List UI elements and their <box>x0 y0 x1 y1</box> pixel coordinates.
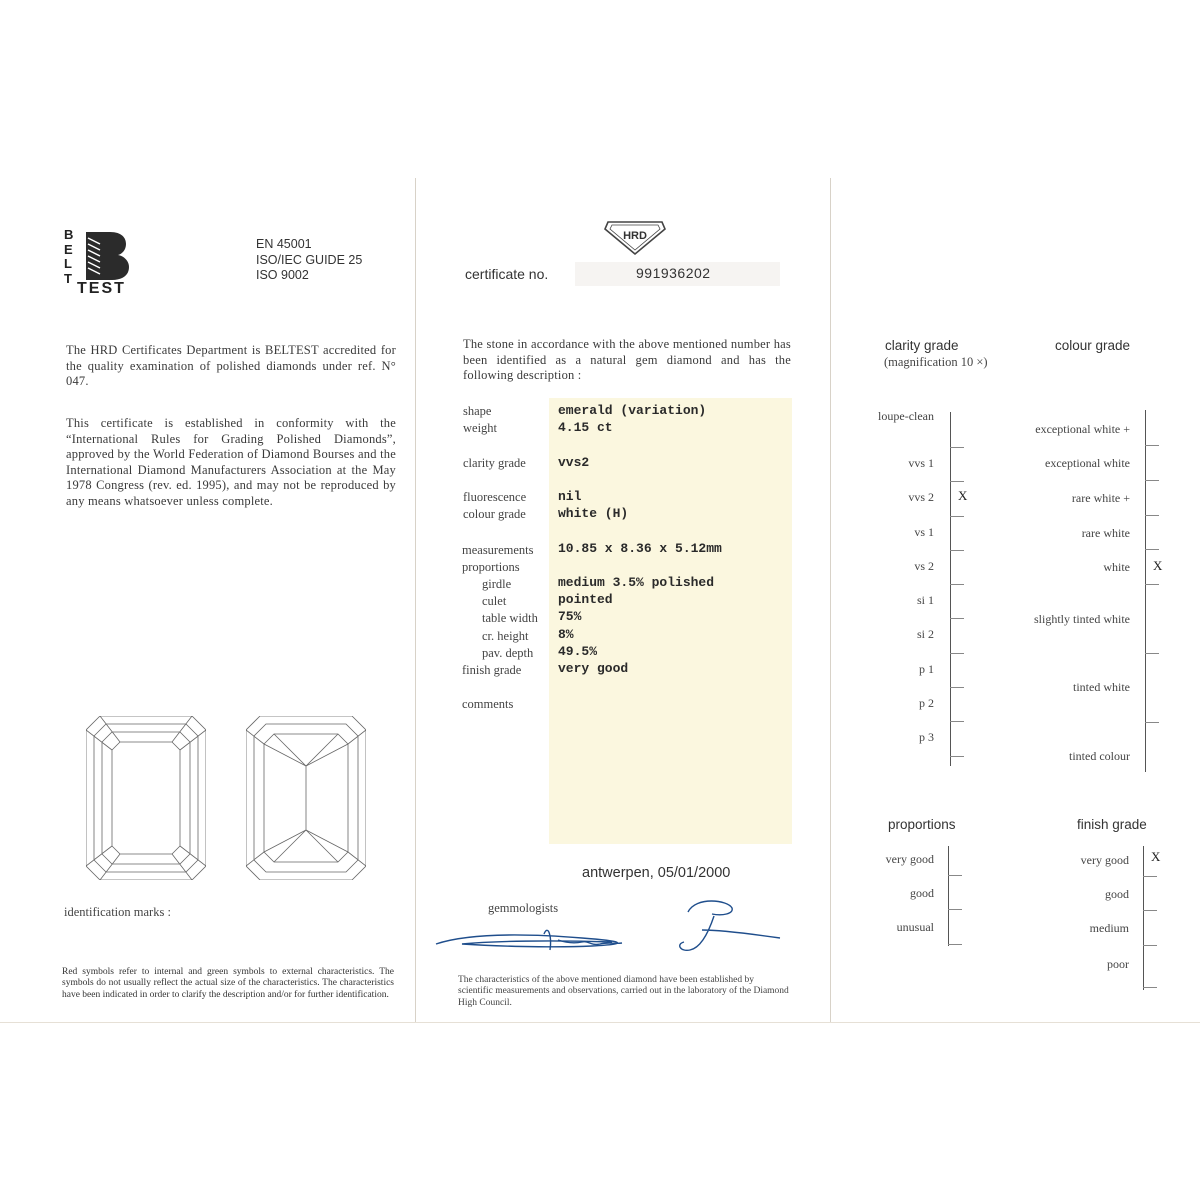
tick <box>1143 987 1157 988</box>
culet-value: pointed <box>558 592 613 607</box>
page-edge <box>0 1022 1200 1023</box>
table-width-value: 75% <box>558 609 582 624</box>
signatures <box>432 894 792 964</box>
colour-selected-mark: X <box>1153 558 1163 573</box>
colour-value: white (H) <box>558 506 629 521</box>
weight-value: 4.15 ct <box>558 420 613 435</box>
tick <box>1145 584 1159 585</box>
footnote: Red symbols refer to internal and green symbols to external characteristics. The symbols do not usually reflect the actual size of the characteristics. The characteristics have been indicated in order to clarify the description and/or for further identification. <box>62 967 394 1000</box>
finish-poor: poor <box>1107 957 1129 971</box>
clarity-p2: p 2 <box>919 696 934 710</box>
place-date: antwerpen, 05/01/2000 <box>582 865 731 881</box>
tick <box>950 550 964 551</box>
colour-label: colour grade <box>463 507 526 521</box>
proportions-good: good <box>910 886 934 900</box>
proportions-label: proportions <box>462 560 520 574</box>
beltest-b-icon <box>86 232 130 280</box>
clarity-scale-bar <box>950 412 951 766</box>
tick <box>950 756 964 757</box>
identification-marks-label: identification marks : <box>64 905 171 919</box>
proportions-scale-bar <box>948 846 949 946</box>
girdle-label: girdle <box>482 577 512 591</box>
colour-slightly-tinted-white: slightly tinted white <box>1034 612 1130 626</box>
clarity-label: clarity grade <box>463 456 526 470</box>
clarity-scale-title: clarity grade <box>885 338 959 353</box>
tick <box>1145 445 1159 446</box>
clarity-vvs2: vvs 2 <box>908 490 934 504</box>
finish-scale-bar <box>1143 846 1144 990</box>
colour-rare-white-plus: rare white + <box>1071 491 1130 505</box>
hrd-logo <box>604 220 666 256</box>
weight-label: weight <box>463 421 498 435</box>
intro-text: The stone in accordance with the above mentioned number has been identified as a natural gem diamond and has the following description : <box>463 337 791 382</box>
finish-scale-title: finish grade <box>1077 817 1147 832</box>
shape-value: emerald (variation) <box>558 403 707 418</box>
shape-label: shape <box>463 404 492 418</box>
proportions-very-good: very good <box>885 852 934 866</box>
colour-white: white <box>1103 560 1130 574</box>
finish-grade-value: very good <box>558 661 629 676</box>
colour-scale-bar <box>1145 410 1146 772</box>
proportions-unusual: unusual <box>896 920 934 934</box>
finish-good: good <box>1105 887 1129 901</box>
proportions-scale-title: proportions <box>888 817 956 832</box>
conformity-text: This certificate is established in conformity with the “International Rules for Grading Polished Diamonds”, approved by the World Federation of Diamond Bourses and the International Diamond Manufacturers Association at the May 1978 Congress (rev. ed. 1995), and may not be reproduced by any means whatsoever unless complete. <box>66 416 396 508</box>
clarity-selected-mark: X <box>958 488 968 503</box>
clarity-vs1: vs 1 <box>914 525 934 539</box>
tick <box>1143 910 1157 911</box>
fluorescence-label: fluorescence <box>463 490 527 504</box>
tick <box>1143 945 1157 946</box>
comments-label: comments <box>462 697 514 711</box>
tick <box>948 944 962 945</box>
tick <box>950 618 964 619</box>
pavilion-depth-label: pav. depth <box>482 646 534 660</box>
colour-rare-white: rare white <box>1081 526 1130 540</box>
measurements-label: measurements <box>462 543 534 557</box>
tick <box>950 516 964 517</box>
tick <box>950 584 964 585</box>
clarity-p3: p 3 <box>919 730 934 744</box>
crown-diagram <box>86 716 206 880</box>
pavilion-depth-value: 49.5% <box>558 644 598 659</box>
tick <box>950 447 964 448</box>
tick <box>948 875 962 876</box>
certificate-label: certificate no. <box>465 266 549 282</box>
fold-line <box>830 178 831 1023</box>
clarity-p1: p 1 <box>919 662 934 676</box>
colour-scale-title: colour grade <box>1055 338 1131 353</box>
tick <box>950 687 964 688</box>
tick <box>1145 515 1159 516</box>
standards-list: EN 45001 ISO/IEC GUIDE 25 ISO 9002 <box>256 237 363 282</box>
finish-very-good: very good <box>1080 853 1129 867</box>
fluorescence-value: nil <box>558 489 582 504</box>
tick <box>1143 876 1157 877</box>
clarity-magnification: (magnification 10 ×) <box>884 355 988 369</box>
colour-tinted-colour: tinted colour <box>1069 749 1130 763</box>
accreditation-text: The HRD Certificates Department is BELTEST accredited for the quality examination of polished diamonds under ref. N° 047. <box>66 343 396 388</box>
clarity-vvs1: vvs 1 <box>908 456 934 470</box>
clarity-si2: si 2 <box>916 627 934 641</box>
laboratory-footer: The characteristics of the above mentioned diamond have been established by scientific measurements and observations, carried out in the laboratory of the Diamond High Council. <box>458 975 789 1008</box>
finish-medium: medium <box>1089 921 1129 935</box>
tick <box>950 481 964 482</box>
crown-height-value: 8% <box>558 627 574 642</box>
pavilion-diagram <box>246 716 366 880</box>
table-width-label: table width <box>482 611 538 625</box>
colour-exceptional-white-plus: exceptional white + <box>1035 422 1130 436</box>
svg-text:HRD: HRD <box>623 230 647 242</box>
gemmologists-label: gemmologists <box>488 901 559 915</box>
finish-grade-label: finish grade <box>462 663 522 677</box>
clarity-vs2: vs 2 <box>914 559 934 573</box>
clarity-value: vvs2 <box>558 455 590 470</box>
colour-exceptional-white: exceptional white <box>1045 456 1130 470</box>
tick <box>1145 653 1159 654</box>
clarity-si1: si 1 <box>916 593 934 607</box>
tick <box>950 653 964 654</box>
measurements-value: 10.85 x 8.36 x 5.12mm <box>558 541 722 556</box>
fold-line <box>415 178 416 1023</box>
tick <box>950 721 964 722</box>
clarity-loupe-clean: loupe-clean <box>878 409 934 423</box>
girdle-value: medium 3.5% polished <box>558 575 715 590</box>
certificate-number: 991936202 <box>636 265 711 281</box>
tick <box>1145 722 1159 723</box>
crown-height-label: cr. height <box>482 629 529 643</box>
tick <box>948 909 962 910</box>
tick <box>1145 480 1159 481</box>
tick <box>1145 549 1159 550</box>
finish-selected-mark: X <box>1151 849 1161 864</box>
culet-label: culet <box>482 594 507 608</box>
colour-tinted-white: tinted white <box>1073 680 1130 694</box>
